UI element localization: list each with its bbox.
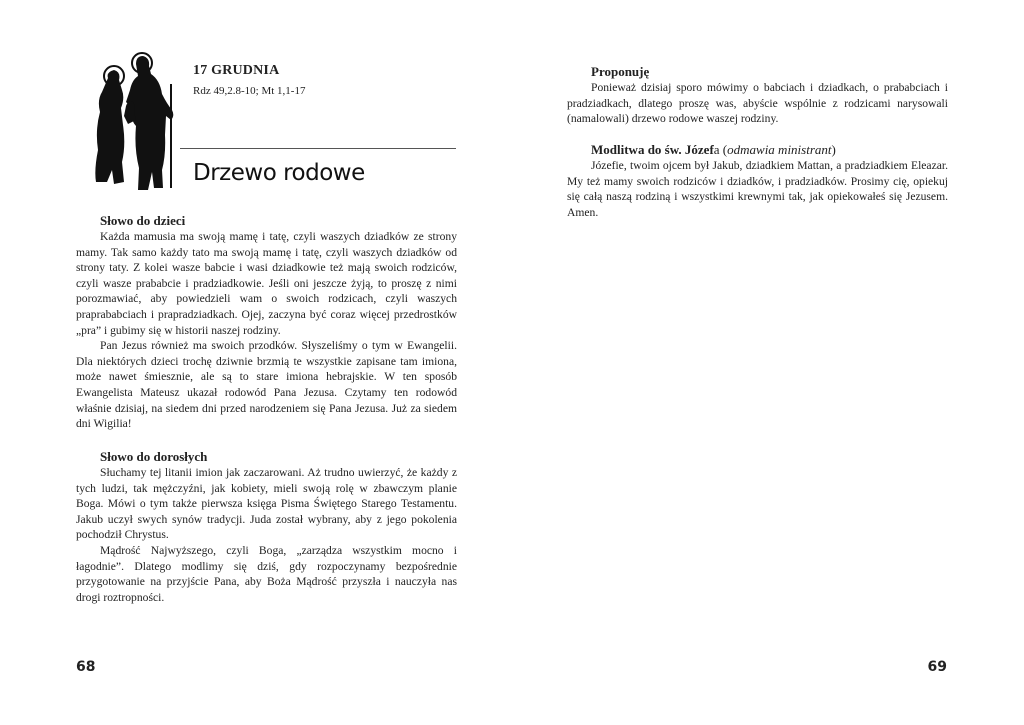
section-heading: Proponuję bbox=[591, 64, 650, 79]
page-title: Drzewo rodowe bbox=[193, 160, 365, 186]
page-number: 69 bbox=[927, 659, 947, 675]
paragraph: Słuchamy tej litanii imion jak zaczarowani. Aż trudno uwierzyć, że każdy z tych ludzi, tak mężczyźni, jak kobiety, mieli swoją rolę w zbawczym planie Boga. Mówi o tym także pierwsza księga Pisma Świętego Starego Testamentu. Jakub uczył swych synów tradycji. Juda został wybrany, aby z jego pokolenia pochodził Chrystus. bbox=[76, 466, 457, 542]
title-divider bbox=[180, 148, 456, 149]
section-heading: Słowo do dzieci bbox=[100, 213, 186, 228]
paragraph: Józefie, twoim ojcem był Jakub, dziadkiem Mattan, a pradziadkiem Eleazar. My też mamy swoich rodziców i dziadków, i pradziadków. Prosimy cię, opiekuj się całą naszą rodziną i wszystkimi krewnymi tak, jak opiekowałeś się Jezusem. Amen. bbox=[567, 159, 948, 219]
page-number: 68 bbox=[76, 659, 96, 675]
heading-italic: odmawia ministrant bbox=[727, 142, 832, 157]
section-heading: Słowo do dorosłych bbox=[100, 449, 208, 464]
scripture-readings: Rdz 49,2.8-10; Mt 1,1-17 bbox=[193, 85, 306, 97]
section-heading bbox=[567, 142, 948, 158]
section-proponuje bbox=[567, 64, 948, 127]
paragraph: Każda mamusia ma swoją mamę i tatę, czyli waszych dziadków ze strony mamy. Tak samo każdy tato ma swoją mamę i tatę, czyli waszych dziadków od strony taty. Z kolei wasze babcie i wasi dziadkowie też mają swoich rodziców, czyli wasze prababcie i pradziadkowie. Jeśli oni jeszcze żyją, to proszę z nimi porozmawiać, aby powiedzieli wam o swoich rodzicach, czyli waszych praprababciach i prapradziadkach. Ojej, zaczyna być coraz więcej przedrostków „pra” i gubimy się w historii naszej rodziny. bbox=[76, 230, 457, 337]
heading-close: ) bbox=[831, 142, 836, 157]
holy-family-silhouette-icon bbox=[92, 50, 177, 192]
paragraph: Ponieważ dzisiaj sporo mówimy o babciach i dziadkach, o prababciach i pradziadkach, dlatego proszę was, abyście wspólnie z rodzicami narysowali (namalowali) drzewo rodowe waszej rodziny. bbox=[567, 81, 948, 126]
section-slowo-do-dzieci bbox=[76, 213, 457, 432]
date-heading: 17 GRUDNIA bbox=[193, 63, 280, 78]
heading-suffix: a ( bbox=[713, 142, 728, 157]
paragraph: Pan Jezus również ma swoich przodków. Słyszeliśmy o tym w Ewangelii. Dla niektórych dzieci trochę dziwnie brzmią te wszystkie zapisane tam imiona, może nawet śmiesznie, ale są to stare imiona hebrajskie. W ten sposób Ewangelista Mateusz ukazał rodowód Pana Jezusa. Czytamy ten rodowód właśnie dzisiaj, na siedem dni przed narodzeniem się Pana Jezusa. Już za siedem dni Wigilia! bbox=[76, 339, 457, 431]
section-modlitwa bbox=[567, 142, 948, 220]
paragraph: Mądrość Najwyższego, czyli Boga, „zarządza wszystkim mocno i łagodnie”. Dlatego modlimy się dziś, gdy rozpoczynamy bezpośrednie przygotowanie na przyjście Pana, aby Boża Mądrość przyszła i nauczyła nas drogi roztropności. bbox=[76, 543, 457, 604]
heading-bold: Modlitwa do św. Józef bbox=[591, 142, 714, 157]
section-slowo-do-doroslych bbox=[76, 449, 457, 605]
